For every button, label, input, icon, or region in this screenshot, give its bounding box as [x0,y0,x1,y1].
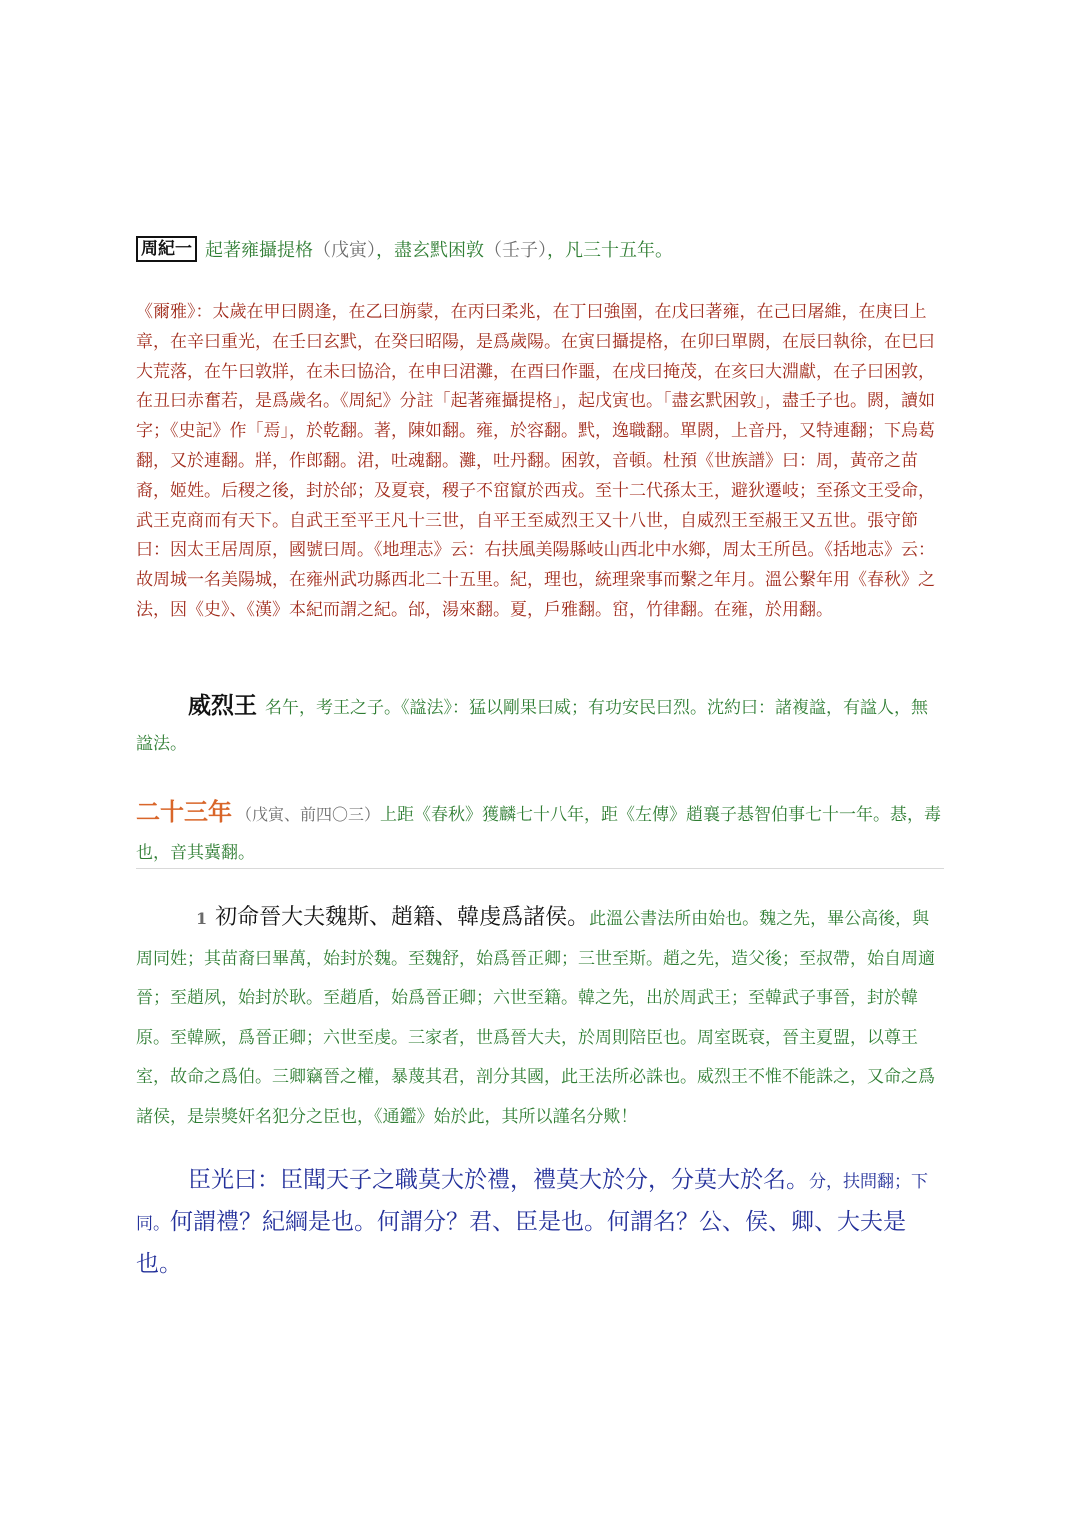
chapter-range-text-1: 起著雍攝提格 [205,240,313,261]
entry-main-text: 初命晉大夫魏斯、趙籍、韓虔爲諸侯。 [215,905,590,930]
king-name: 威烈王 [188,693,257,719]
year-heading [136,793,944,872]
entry-paragraph [136,898,944,1138]
year-paren: （戊寅、前四〇三） [236,805,381,824]
chen-guang-paragraph [136,1160,944,1284]
king-note: 名午，考王之子。《諡法》：猛以剛果曰威；有功安民曰烈。沈約曰：諸複諡，有諡人，無諡法。 [136,698,928,754]
chen-guang-text-1: 臣光曰：臣聞天子之職莫大於禮，禮莫大於分，分莫大於名。 [188,1167,809,1193]
entry-number: 1 [196,909,208,928]
year-title: 二十三年 [136,798,232,826]
chen-guang-text-2: 何謂禮？紀綱是也。何謂分？君、臣是也。何謂名？公、侯、卿、大夫是也。 [136,1209,906,1277]
chapter-label-box: 周紀一 [136,236,197,262]
section-divider [136,868,944,869]
chapter-range-text-2: ，盡玄黓困敦 [376,240,484,261]
chapter-range-paren-1: （戊寅） [313,240,376,261]
erya-commentary: 《爾雅》：太歲在甲曰閼逢，在乙曰旃蒙，在丙曰柔兆，在丁曰強圉，在戊曰著雍，在己曰屠維，在庚曰上章，在辛曰重光，在壬曰玄黓，在癸曰昭陽，是爲歲陽。在寅曰攝提格，在卯曰單閼，在辰曰執徐，在巳曰大荒落，在午曰敦牂，在未曰協洽，在申曰涒灘，在酉曰作噩，在戌曰掩茂，在亥曰大淵獻，在子曰困敦，在丑曰赤奮若，是爲歲名。《周紀》分註「起著雍攝提格」，起戊寅也。「盡玄黓困敦」，盡壬子也。閼，讀如字；《史記》作「焉」，於乾翻。著，陳如翻。雍，於容翻。黓，逸職翻。單閼，上音丹，又特連翻；下烏葛翻，又於連翻。牂，作郎翻。涒，吐魂翻。灘，吐丹翻。困敦，音頓。杜預《世族譜》曰：周，黃帝之苗裔，姬姓。后稷之後，封於邰；及夏衰，稷子不窋竄於西戎。至十二代孫太王，避狄遷岐；至孫文王受命，武王克商而有天下。自武王至平王凡十三世，自平王至威烈王又十八世，自威烈王至赧王又五世。張守節曰：因太王居周原，國號曰周。《地理志》云：右扶風美陽縣岐山西北中水鄉，周太王所邑。《括地志》云：故周城一名美陽城，在雍州武功縣西北二十五里。紀，理也，統理衆事而繫之年月。溫公繫年用《春秋》之法，因《史》、《漢》本紀而謂之紀。邰，湯來翻。夏，戶雅翻。窋，竹律翻。在雍，於用翻。 [136,302,935,620]
chapter-range-paren-2: （壬子） [484,240,547,261]
chapter-title-line [136,236,944,266]
king-heading [136,688,944,762]
year-note: 上距《春秋》獲麟七十八年，距《左傳》趙襄子惎智伯事七十一年。惎，毒也，音其冀翻。 [136,805,942,863]
chapter-range-text-3: ，凡三十五年。 [547,240,673,261]
chen-guang-note: 分，扶問翻；下同。 [136,1172,928,1234]
entry-note: 此溫公書法所由始也。魏之先，畢公高後，與周同姓；其苗裔曰畢萬，始封於魏。至魏舒，始爲晉正卿；三世至斯。趙之先，造父後；至叔帶，始自周適晉；至趙夙，始封於耿。至趙盾，始爲晉正卿；六世至籍。韓之先，出於周武王；至韓武子事晉，封於韓原。至韓厥，爲晉正卿；六世至虔。三家者，世爲晉大夫，於周則陪臣也。周室既衰，晉主夏盟，以尊王室，故命之爲伯。三卿竊晉之權，暴蔑其君，剖分其國，此王法所必誅也。威烈王不惟不能誅之，又命之爲諸侯，是崇獎奸名犯分之臣也，《通鑑》始於此，其所以謹名分歟！ [136,909,935,1127]
